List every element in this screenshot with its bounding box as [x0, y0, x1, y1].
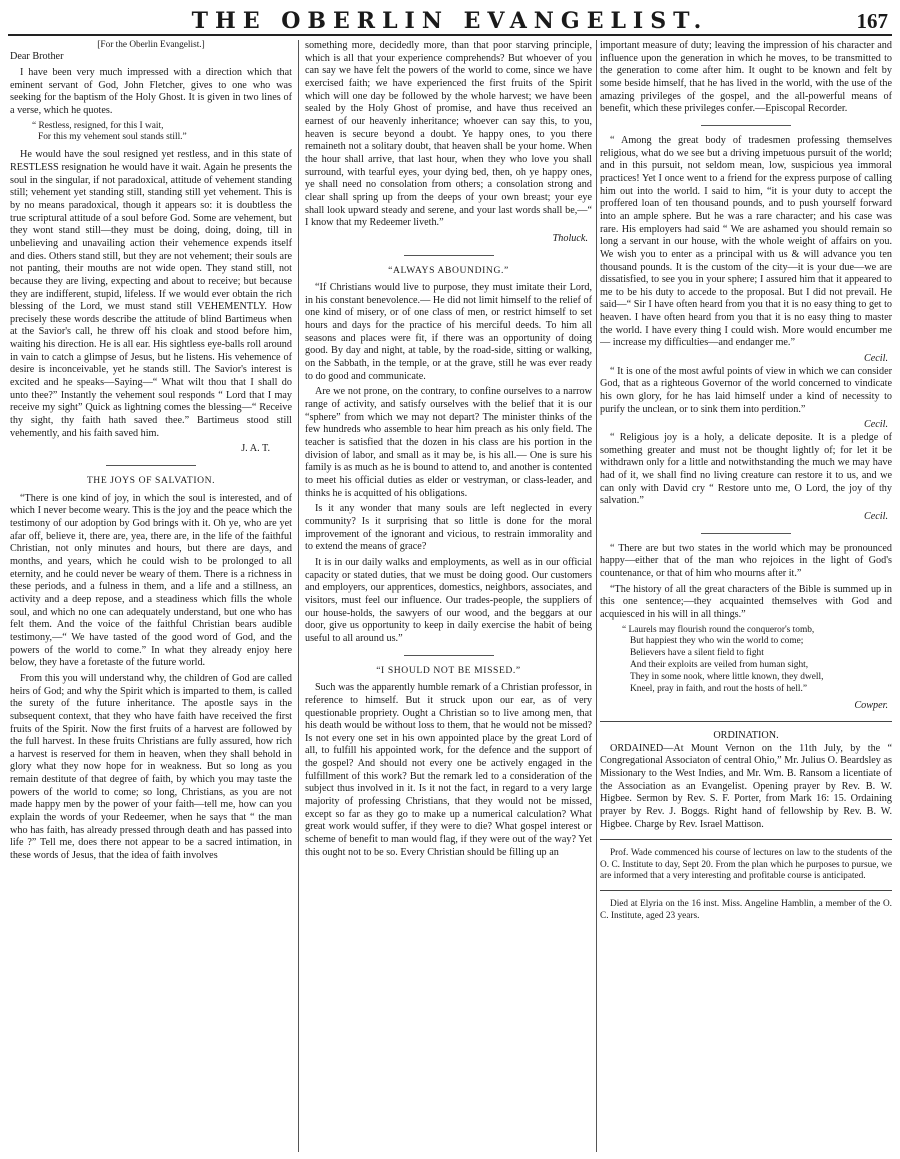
masthead — [8, 6, 892, 36]
poem-line: “ Laurels may flourish round the conqueror's tomb, — [622, 624, 815, 635]
ordination-notice: ORDAINED—At Mount Vernon on the 11th July, by the “ Congregational Associaton of central Ohio,” Mr. Julius O. Beardsley as Missionary to the West Indies, and Mr. Wm. B. Ransom a licentiate of the Association as an Evangelist. Opening prayer by Rev. B. W. Higbee. Sermon by Rev. S. F. Porter, from Mark 16: 15. Ordaining prayer by Rev. J. Boggs. Right hand of fellowship by Rev. B. W. Higbee. Charge by Rev. Israel Mattison. — [600, 742, 892, 830]
poem-line: But happiest they who win the world to come; — [630, 636, 804, 647]
missed-heading: “I SHOULD NOT BE MISSED.” — [376, 664, 521, 676]
awful-signature: Cecil. — [863, 419, 888, 431]
divider — [600, 839, 892, 840]
poem-signature: Cowper. — [854, 700, 888, 712]
poem-line: They in some nook, where little known, they dwell, — [630, 671, 824, 682]
divider — [600, 890, 892, 891]
divider — [600, 721, 892, 722]
column-2 — [305, 40, 592, 1152]
letter-verse-line: “ Restless, resigned, for this I wait, — [32, 120, 164, 131]
joy-paragraph: “ Religious joy is a holy, a delicate deposite. It is a pledge of something greater and must not be thought lightly of; for let it be withdrawn only for a little and notwithstanding the much we may have had of it, we shall find no living creature can restore it to us, and we can only with David cry “ Restore unto me, O Lord, the joy of thy salvation.” — [600, 432, 892, 507]
divider — [701, 125, 791, 126]
joys-paragraph-1: “There is one kind of joy, in which the soul is interested, and of which I never become weary. This is the joy and the peace which the testimony of our adoption by God brings with it. Oh ye, who are yet afar off, believe it, there are, yea, there are, in the life of the faithful Christian, not only minutes and hours, but there are days, and months, and years, which he could wish to be prolonged to all eternity, and he could never be weary of them. There is a richness in these periods, and a fulness in them, and a life and a stillness, an activity and a deep repose, and a steadiness which fills the whole soul, and which no one can adequately understand, but one who has felt them. And the voice of the faithful Christian bears audible testimony,—“ We have tasted of the good word of God, and the powers of the world to come.” In what they already enjoy here below, they have a foretaste of the future world. — [10, 492, 292, 669]
masthead-title: THE OBERLIN EVANGELIST. — [191, 8, 709, 34]
ordination-heading: ORDINATION. — [713, 730, 779, 741]
missed-paragraph-1: Such was the apparently humble remark of a Christian professor, in reference to himself. But it struck upon our ear, as of very questionable propriety. Ought a Christian so to live among men, that his death would be without loss to them, that he would not be missed? Is not every one set in his own appointed place by the great Lord of all, to fulfill his appointed work, for the defence and the support of the gospel? And should not every one be actively engaged in the fulfillment of this work? But the remark led to a consideration of the subject thus involved in it. Is it not the fact, in regard to a very large majority of professing Christians, that they would not be missed, except so far as they go to make up a numerical calculation? What great work would suffer, if they were to die? What gospel interest or scheme of benefit to man would flag, if they were out of the way? Yet this ought not to be so. Every Christian should be filling up an — [305, 682, 592, 858]
letter-verse-line: For this my vehement soul stands still.” — [38, 132, 187, 143]
poem-line: And their exploits are veiled from human sight, — [630, 659, 809, 670]
abounding-paragraph-3: Is it any wonder that many souls are left neglected in every community? Is it surprising that so little is done for the moral improvement of the ignorant and vicious, to restrain immorality and to extend the means of grace? — [305, 503, 592, 553]
letter-verse — [10, 121, 292, 145]
joys-signature: Tholuck. — [552, 232, 588, 244]
missed-continued: important measure of duty; leaving the impression of his character and influence upon the generation in which he moves, to be transmitted to the generation to come after him. It ought to be known and felt by some beside himself, that he has lived in the world, with the use of the amazing privileges of the gospel, and the all-powerful means of benefit, which these privileges confer.—Episcopal Recorder. — [600, 40, 892, 115]
joys-heading: THE JOYS OF SALVATION. — [86, 475, 216, 487]
column-rule-left — [298, 40, 299, 1152]
history-paragraph: “The history of all the great characters of the Bible is summed up in this one sentence;—they acquainted themselves with God and acquiesced in his will in all things.” — [600, 583, 892, 620]
letter-signature: J. A. T. — [241, 443, 270, 455]
divider — [404, 655, 494, 656]
letter-intro: I have been very much impressed with a direction which that eminent servant of God, John Fletcher, gives to one who was seeking for the baptism of the Holy Ghost. It is given in two lines of a verse, which he quotes. — [10, 67, 292, 117]
letter-salutation: Dear Brother — [10, 51, 64, 63]
tradesmen-signature: Cecil. — [863, 353, 888, 365]
poem-line: Kneel, pray in faith, and rout the hosts of hell.” — [630, 683, 808, 694]
page-number: 167 — [856, 9, 888, 33]
abounding-paragraph-2: Are we not prone, on the contrary, to confine ourselves to a narrow range of activity, and satisfy ourselves with the belief that it is our “sphere” from which we may not depart? The minister thinks of the few hundreds who assemble to hear him preach as his only field. The teacher is satisfied that the dozen in his class are his portion in the division of labor, and small as it may be, is his all.— One is sure his family is as much as he is bound to attend to, and another is contented to meet his official duties as elder or vestryman, or class-leader, and thinks he is acquitted of his obligations. — [305, 386, 592, 499]
poem — [600, 625, 892, 696]
letter-byline: [For the Oberlin Evangelist.] — [97, 40, 205, 50]
divider — [404, 255, 494, 256]
abounding-paragraph-4: It is in our daily walks and employments, as well as in our official capacity or stated duties, that we must be doing good. Our customers and employers, our apprentices, domestics, neighbors, associates, and visitors, must feel our influence. Our trades-people, the suppliers of our house-holds, the sawyers of our wood, and the beggars at our door, give us opportunity to keep in daily exercise the habit of being useful to all around us.” — [305, 556, 592, 644]
joy-signature: Cecil. — [863, 510, 888, 522]
joys-paragraph-2: From this you will understand why, the children of God are called heirs of God; and why the Spirit which is imparted to them, is called the surety of the future inheritance. The apostle says in the subsequent context, that they who have faith have received the first fruits of the Spirit. Now the first fruits of a harvest are followed by the full harvest. In these fruits Christians are fully assured, how rich a harvest is reserved for them in heaven, when they shall behold in glory what they now hope for in weakness. But so long as you remain destitute of that degree of faith, by which you may taste the powers of the world to come; so long, Christians, as you are not made happy men by the power of your faith—tell me, how can you explain the words of your Redeemer, when he says that “ the man who has faith, has already pressed through death and has passed into life ?” Tell me, does there not appear to be a sacred intimation, in these words of Jesus, that the idea of faith involves — [10, 672, 292, 862]
column-3 — [600, 40, 892, 1152]
poem-line: Believers have a silent field to fight — [630, 648, 764, 659]
column-1 — [10, 40, 292, 1152]
wade-notice: Prof. Wade commenced his course of lectures on law to the students of the O. C. Institute to day, Sept 20. From the plan which he purposes to pursue, we are informed that a very interesting and profitable course is anticipated. — [600, 848, 892, 882]
column-rule-right — [596, 40, 597, 1152]
divider — [701, 533, 791, 534]
awful-paragraph: “ It is one of the most awful points of view in which we can consider God, that as a righteous Governor of the world concerned to vindicate his own glory, for he has laid himself under a kind of necessity to purify the unclean, or to sink them into perdition.” — [600, 365, 892, 415]
letter-body: He would have the soul resigned yet restless, and in this state of RESTLESS resignation he would have it wait. Again he presents the soul in the singular, if not paradoxical, attitude of vehement standing still; vehement yet standing still, standing still yet vehement. This is by no means paradoxical, though it appears so: it is doubtless the true scriptural attitude of a soul before God. Some are vehement, but they wont stand still—they must be doing, doing, doing, till in unbelieving and unavailing action their vehemence expends itself and dies. Others stand still, but they are not vehement; their souls are not panting, their mouths are not wide open. They stand still, not because they are living, expecting and about to receive; but because they are indifferent, stupid, lifeless. If we would ever obtain the rich blessing of the Lord, we must stand still VEHEMENTLY. How precisely these words describe the attitude of blind Bartimeus when at the Savior's call, he threw off his cloak and stood before him, waiting his direction. He is all ear. His sightless eye-balls roll around in vain to catch a glimpse of Jesus, but he listens. His vehemence of desire is inconceivable, yet he stands still. The Savior's interest is excited and he speaks—Saying—“ What wilt thou that I shall do unto thee?” Instantly the vehement soul responds “ Lord that I may receive my sight” Quick as lightning comes the blessing—“ Receive thy sight, thy faith hath saved thee.” Bartimeus stood still vehemently, and his faith saved him. — [10, 149, 292, 439]
abounding-heading: “ALWAYS ABOUNDING.” — [388, 264, 509, 276]
death-notice: Died at Elyria on the 16 inst. Miss. Angeline Hamblin, a member of the O. C. Institute, aged 23 years. — [600, 899, 892, 921]
two-states-paragraph: “ There are but two states in the world which may be pronounced happy—either that of the man who rejoices in the light of God's countenance, or that of him who mourns after it.” — [600, 542, 892, 579]
tradesmen-paragraph: “ Among the great body of tradesmen professing themselves religious, what do we see but a driving impetuous pursuit of the world; and in this pursuit, not seldom mean, low, suspicious yea immoral practices! Yet I once went to a friend for the express purpose of calling him out into the world. I said to him, “it is your duty to accept the proffered loan of ten thousand pounds, and to push yourself forward into an ample sphere. But he was a rare character; and his case was rare. His employers had said “ We are ashamed you should remain so long a servant in our house, with the whole weight of affairs on you. We wish you to enter as a principal with us & will advance you ten thousand pounds. It is the custom of the city—it is your due—we are dissatisfied, to see you in your sphere; I assured him that it appeared to me to be his duty to accede to the proposal. But I did not prevail. He said—“ Sir I have often heard from you that it is no easy thing to get to heaven. I have often heard from you that it is no easy thing to master the world. I have every thing I could wish. More would encumber me— increase my difficulties—and endanger me.” — [600, 134, 892, 349]
joys-continued: something more, decidedly more, than that poor starving principle, which is all that your experience comprehends? But whoever of you can say we have felt the powers of the world to come, since we have exercised faith; we have experienced the first fruits of the Spirit which will one day be followed by the whole harvest; we have been sealed by the Holy Ghost of promise, and have thus received an earnest of our heavenly inheritance; whoever can say this, to you, heaven is secure beyond a doubt. Ye happy ones, to you there remaineth not a solitary doubt, that heaven shall be your home. When the hour shall arrive, that last hour, when they who love you shall surround, with tearful eyes, your dying bed, then, oh ye happy ones, ye shall need no consolation from others; a consolation strong and clear shall spring up from the deeps of your own breast; your eye shall look upward steady and serene, and your last words shall be,—“ I know that my Redeemer liveth.” — [305, 40, 592, 229]
divider — [106, 465, 196, 466]
abounding-paragraph-1: “If Christians would live to purpose, they must imitate their Lord, in his constant benevolence.— He did not limit himself to the relief of one kind of misery, or of one class of men, or restrict himself to set hours and days for the practice of his merciful deeds. To him all seasons and places were fit, if there was an opportunity of doing good. By day and night, at table, by the road-side, sitting or walking, on the Sabbath, in the temple, or at the grave, still he was ever ready to do good and communicate. — [305, 282, 592, 382]
